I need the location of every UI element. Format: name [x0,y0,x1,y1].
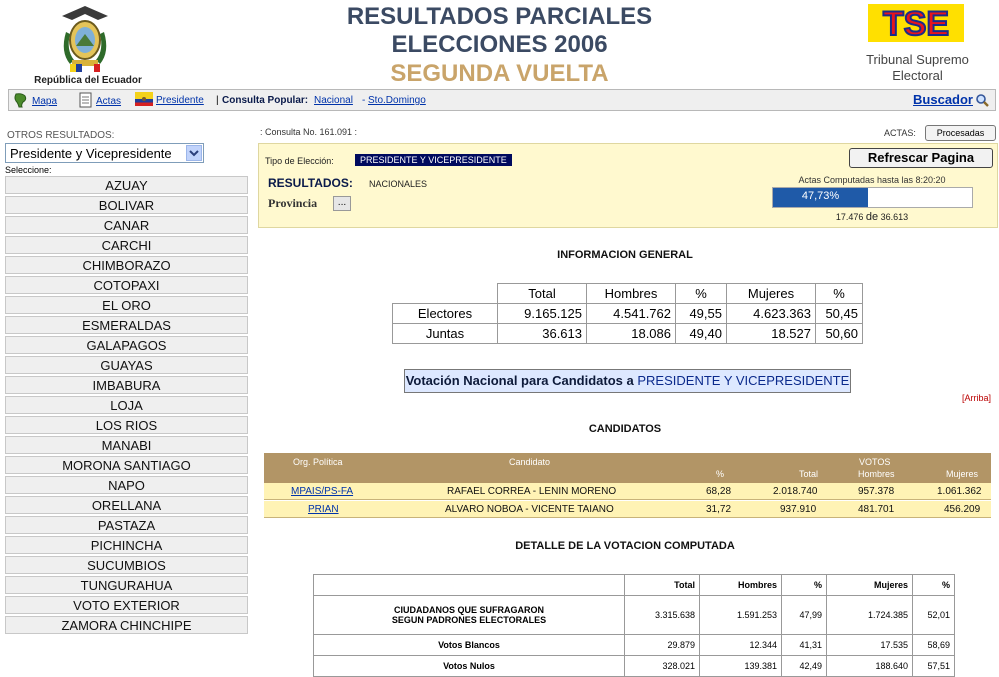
detalle-cell: 47,99 [782,596,827,635]
detalle-cell: 188.640 [827,656,913,677]
country-label: República del Ecuador [34,75,142,86]
province-item[interactable]: GUAYAS [5,356,248,374]
page-title-line2: ELECCIONES 2006 [391,31,608,58]
detalle-cell: 1.591.253 [700,596,782,635]
detalle-header-mujeres: Mujeres [827,575,913,596]
detalle-cell: 328.021 [625,656,700,677]
province-item[interactable]: BOLIVAR [5,196,248,214]
cand-pct: 68,28 [706,486,732,497]
province-item[interactable]: PASTAZA [5,516,248,534]
tse-logo-text: TSE [882,5,950,42]
cand-header-mujeres: Mujeres [946,469,979,479]
info-header-hombres: Hombres [587,284,676,304]
cand-header-total: Total [799,469,819,479]
province-item[interactable]: PICHINCHA [5,536,248,554]
detalle-cell: 57,51 [913,656,955,677]
actas-count-de: de [865,211,879,223]
detalle-cell: 3.315.638 [625,596,700,635]
info-cell: 4.541.762 [587,304,676,324]
province-item[interactable]: COTOPAXI [5,276,248,294]
nav-actas[interactable] [79,92,121,108]
detalle-header-row [314,575,955,596]
consulta-number: : Consulta No. 161.091 : [260,127,358,137]
cand-name: ALVARO NOBOA - VICENTE TAIANO [445,504,614,515]
cand-total: 937.910 [780,504,817,515]
nav-separator: | [216,95,219,106]
info-row-label: Electores [393,304,498,324]
candidato-row [264,501,991,518]
detalle-row-label-line2: SEGUN PADRONES ELECTORALES [391,615,547,625]
detalle-table [313,574,955,677]
detalle-cell: 17.535 [827,635,913,656]
detalle-cell: 1.724.385 [827,596,913,635]
detalle-header-hombres: Hombres [700,575,782,596]
info-cell: 9.165.125 [498,304,587,324]
detalle-title: DETALLE DE LA VOTACION COMPUTADA [515,540,735,552]
candidatos-title: CANDIDATOS [588,423,662,435]
province-item[interactable]: SUCUMBIOS [5,556,248,574]
info-cell: 36.613 [498,324,587,344]
nav-bar [8,89,996,111]
detalle-header-pct-m: % [913,575,955,596]
province-item[interactable]: MORONA SANTIAGO [5,456,248,474]
detalle-cell: 42,49 [782,656,827,677]
actas-count-total: 36.613 [880,212,909,222]
otros-resultados-label: OTROS RESULTADOS: [7,130,115,141]
progress-text: 47,73% [801,190,840,202]
info-cell: 49,55 [676,304,727,324]
ecuador-flag-icon [135,92,153,106]
province-list [5,176,248,636]
province-item[interactable]: ESMERALDAS [5,316,248,334]
info-row-electores [393,304,863,324]
cand-header-pct: % [716,469,725,479]
province-item[interactable]: LOJA [5,396,248,414]
info-general-title: INFORMACION GENERAL [557,249,693,261]
province-item[interactable]: ORELLANA [5,496,248,514]
actas-count-value: 17.476 [835,212,864,222]
consulta-popular-label: Consulta Popular: [222,95,309,106]
provincia-button[interactable]: ... [333,196,351,211]
nav-presidente-label[interactable]: Presidente [156,95,204,106]
province-item[interactable]: IMBABURA [5,376,248,394]
province-item[interactable]: CARCHI [5,236,248,254]
nav-nacional[interactable]: Nacional [314,95,353,106]
nacionales-label: NACIONALES [369,179,428,189]
cand-mujeres: 456.209 [944,504,981,515]
page-title-line1: RESULTADOS PARCIALES [346,3,653,30]
province-item[interactable]: CHIMBORAZO [5,256,248,274]
info-general-table [392,283,863,344]
chevron-down-icon[interactable] [186,145,202,161]
cand-org-link[interactable]: MPAIS/PS-FA [291,486,354,497]
detalle-row-label-line1: CIUDADANOS QUE SUFRAGARON [393,605,544,615]
cand-header-hombres: Hombres [858,469,895,479]
detalle-header-pct-h: % [782,575,827,596]
cand-header-candidato: Candidato [509,457,551,467]
resultados-label: RESULTADOS: [268,176,353,190]
info-row-label: Juntas [393,324,498,344]
info-header-pct-m: % [816,284,863,304]
detalle-cell: 29.879 [625,635,700,656]
province-item[interactable]: LOS RIOS [5,416,248,434]
cand-name: RAFAEL CORREA - LENIN MORENO [447,486,617,497]
candidatos-header [264,453,991,483]
nav-sto-domingo[interactable]: Sto.Domingo [368,95,426,106]
info-header-total: Total [498,284,587,304]
info-cell: 18.527 [727,324,816,344]
tribunal-label [850,52,985,84]
info-header-mujeres: Mujeres [727,284,816,304]
tipo-eleccion-label: Tipo de Elección: [265,156,334,166]
actas-label: ACTAS: [884,128,916,138]
buscador-link[interactable] [913,92,989,107]
province-item[interactable]: MANABI [5,436,248,454]
tribunal-line1: Tribunal Supremo [866,52,969,67]
info-header-row [393,284,863,304]
cand-pct: 31,72 [706,504,732,515]
cand-total: 2.018.740 [773,486,818,497]
votacion-target: PRESIDENTE Y VICEPRESIDENTE [637,373,850,388]
detalle-header-empty [314,575,625,596]
detalle-cell: 139.381 [700,656,782,677]
info-header-pct-h: % [676,284,727,304]
resultados-select[interactable] [5,143,204,163]
cand-header-votos: VOTOS [859,457,891,467]
info-header-empty [393,284,498,304]
actas-count [772,211,972,223]
nav-dash: - [362,95,366,106]
document-icon [79,92,93,108]
candidato-row [264,483,991,500]
actas-progress-bar [772,187,973,208]
info-cell: 49,40 [676,324,727,344]
actas-computadas-label: Actas Computadas hasta las 8:20:20 [798,175,946,185]
nav-mapa[interactable] [13,92,57,108]
detalle-cell: 41,31 [782,635,827,656]
magnifier-icon[interactable] [975,93,989,107]
province-item[interactable]: EL ORO [5,296,248,314]
detalle-cell: 12.344 [700,635,782,656]
seleccione-label: Seleccione: [5,165,52,175]
detalle-row-label: Votos Nulos [314,656,625,677]
province-item[interactable]: ZAMORA CHINCHIPE [5,616,248,634]
cand-header-org: Org. Política [293,457,343,467]
detalle-row [314,635,955,656]
nav-actas-label[interactable]: Actas [96,96,122,107]
arriba-link[interactable]: [Arriba] [962,393,992,403]
cand-hombres: 481.701 [858,504,895,515]
nav-mapa-label[interactable]: Mapa [32,96,58,107]
map-icon [13,92,29,108]
detalle-row-label: Votos Blancos [314,635,625,656]
info-row-juntas [393,324,863,344]
detalle-row [314,596,955,635]
cand-org-link[interactable]: PRIAN [308,504,339,515]
detalle-header-total: Total [625,575,700,596]
province-item[interactable]: VOTO EXTERIOR [5,596,248,614]
resultados-select-value[interactable]: Presidente y Vicepresidente [10,146,172,161]
info-cell: 50,60 [816,324,863,344]
province-item[interactable]: TUNGURAHUA [5,576,248,594]
tribunal-line2: Electoral [892,68,943,83]
province-item[interactable]: CANAR [5,216,248,234]
provincia-label: Provincia [268,196,318,210]
refrescar-button[interactable]: Refrescar Pagina [849,148,993,168]
detalle-row-label [314,596,625,635]
detalle-cell: 52,01 [913,596,955,635]
tse-logo [868,4,964,42]
info-cell: 4.623.363 [727,304,816,324]
detalle-row [314,656,955,677]
buscador-label[interactable]: Buscador [913,92,973,107]
cand-hombres: 957.378 [858,486,895,497]
cand-mujeres: 1.061.362 [937,486,982,497]
page-title-line3: SEGUNDA VUELTA [390,60,609,87]
detalle-cell: 58,69 [913,635,955,656]
province-item[interactable]: AZUAY [5,176,248,194]
info-cell: 50,45 [816,304,863,324]
votacion-banner [404,369,851,393]
nav-presidente[interactable] [135,92,204,106]
votacion-prefix: Votación Nacional para Candidatos a [405,373,634,388]
province-item[interactable]: GALAPAGOS [5,336,248,354]
procesadas-button[interactable]: Procesadas [925,125,996,141]
tipo-eleccion-value: PRESIDENTE Y VICEPRESIDENTE [355,154,512,166]
info-cell: 18.086 [587,324,676,344]
province-item[interactable]: NAPO [5,476,248,494]
